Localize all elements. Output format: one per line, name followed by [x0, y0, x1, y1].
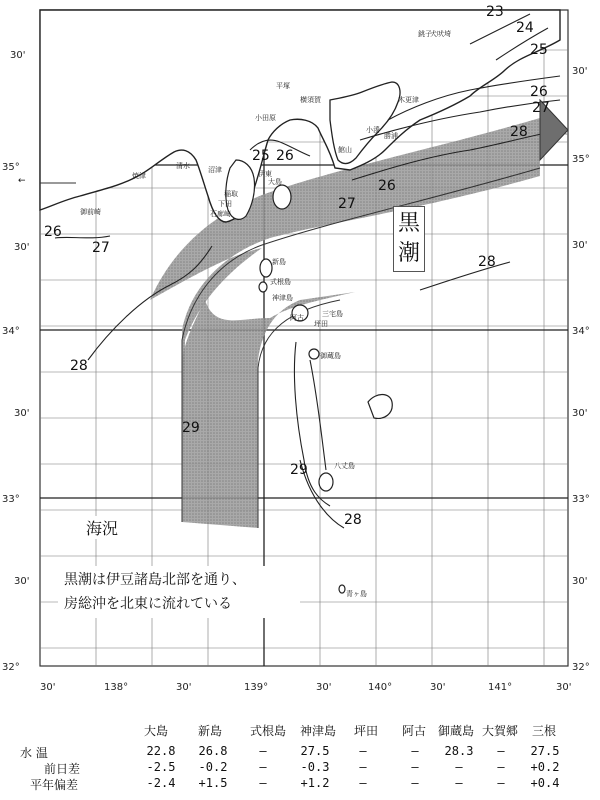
isotherm-27-west: 27 [92, 240, 110, 256]
cell: -0.2 [198, 760, 228, 774]
table-header-mikurajima: 御蔵島 [438, 724, 475, 738]
lon-label-13730: 30' [40, 682, 56, 693]
cell: — [359, 760, 367, 774]
isotherm-28-east: 28 [478, 254, 496, 270]
flow-arrow-icon: ← [18, 176, 26, 186]
isotherm-28-south: 28 [344, 512, 362, 528]
isotherm-26: 26 [530, 84, 548, 100]
cell: 27.5 [530, 744, 560, 758]
summary-line-2: 房総沖を北東に流れている [64, 596, 232, 612]
place-inatori: 稲取 [224, 190, 238, 198]
lon-label-13830: 30' [176, 682, 192, 693]
cell: 22.8 [146, 744, 176, 758]
place-yokosuka: 横須賀 [300, 96, 321, 104]
cell: — [497, 760, 505, 774]
place-shimoda: 下田 [218, 200, 232, 208]
lon-label-138: 138° [104, 682, 129, 693]
table-header-niijima: 新島 [198, 724, 223, 738]
isotherm-27-boso: 27 [338, 196, 356, 212]
place-irozaki: 石廊崎 [210, 210, 231, 218]
lat-label-right-34: 34° [572, 326, 590, 337]
lat-label-3230: 30' [14, 576, 30, 587]
cell: — [359, 776, 367, 790]
place-yaizu: 焼津 [132, 172, 146, 180]
isotherm-24: 24 [516, 20, 534, 36]
place-ito: 伊東 [258, 170, 272, 178]
lat-label-3430: 30' [14, 242, 30, 253]
cell: — [455, 776, 463, 790]
place-inubosaki: 犬吠埼 [430, 30, 451, 38]
place-hiratsuka: 平塚 [276, 82, 290, 90]
lat-label-33: 33° [2, 494, 20, 505]
lon-label-14030: 30' [430, 682, 446, 693]
islands [259, 185, 392, 593]
isotherm-28-west: 28 [70, 358, 88, 374]
place-miyakejima: 三宅島 [322, 310, 343, 318]
cell: — [359, 744, 367, 758]
cell: 26.8 [198, 744, 228, 758]
table-header-kozushima: 神津島 [300, 724, 337, 738]
place-kozushima: 神津島 [272, 294, 293, 302]
place-shikinejima: 式根島 [270, 278, 291, 286]
place-kominato: 小湊 [366, 126, 380, 134]
cell: — [497, 744, 505, 758]
row-label-daily-diff: 前日差 [44, 762, 81, 776]
place-oshima: 大島 [268, 178, 282, 186]
cell: — [411, 744, 419, 758]
row-label-temp: 水 温 [20, 746, 48, 760]
table-header-mitsune: 三根 [532, 724, 557, 738]
place-mikurajima: 御蔵島 [320, 352, 341, 360]
cell: -2.5 [146, 760, 176, 774]
place-omaezaki: 御前崎 [80, 208, 101, 216]
lat-label-3330: 30' [14, 408, 30, 419]
lat-label-34: 34° [2, 326, 20, 337]
isotherm-28-ne: 28 [510, 124, 528, 140]
place-shimizu: 清水 [176, 162, 190, 170]
cell: -2.4 [146, 776, 176, 790]
cell: +0.4 [530, 776, 560, 790]
lon-label-140: 140° [368, 682, 393, 693]
cell: — [497, 776, 505, 790]
cell: +0.2 [530, 760, 560, 774]
lat-label-right-35: 35° [572, 154, 590, 165]
table-header-okago: 大賀郷 [482, 724, 519, 738]
cell: — [411, 760, 419, 774]
lat-label-right-3330: 30' [572, 408, 588, 419]
cell: — [455, 760, 463, 774]
cell: +1.5 [198, 776, 228, 790]
place-tateyama: 館山 [338, 146, 352, 154]
isotherm-26-sagami: 26 [276, 148, 294, 164]
lat-label-35: 35° [2, 162, 20, 173]
cell: — [259, 776, 267, 790]
cell: — [259, 744, 267, 758]
lon-label-141: 141° [488, 682, 513, 693]
lon-label-14130: 30' [556, 682, 572, 693]
isotherm-29-band: 29 [182, 420, 200, 436]
lon-label-139: 139° [244, 682, 269, 693]
place-tsubota: 坪田 [314, 320, 328, 328]
lat-label-right-33: 33° [572, 494, 590, 505]
place-aogashima: 青ヶ島 [346, 590, 367, 598]
lat-label-right-3430: 30' [572, 240, 588, 251]
place-katsuura: 勝浦 [384, 132, 398, 140]
summary-line-1: 黒潮は伊豆諸島北部を通り、 [64, 572, 246, 588]
lat-label-32: 32° [2, 662, 20, 673]
isotherm-25-sagami: 25 [252, 148, 270, 164]
place-ako: 阿古 [290, 314, 304, 322]
isotherm-27: 27 [532, 100, 550, 116]
cell: -0.3 [300, 760, 330, 774]
lat-label-right-3230: 30' [572, 576, 588, 587]
cell: +1.2 [300, 776, 330, 790]
isotherm-29-south: 29 [290, 462, 308, 478]
isotherm-23: 23 [486, 4, 504, 20]
cell: — [259, 760, 267, 774]
top-lat-label-right: 30' [572, 66, 588, 77]
kuroshio-label: 黒潮 [393, 206, 425, 272]
kaikyo-label: 海況 [82, 516, 122, 539]
cell: — [411, 776, 419, 790]
isotherm-26-west: 26 [44, 224, 62, 240]
summary-box [58, 566, 300, 618]
place-kisarazu: 木更津 [398, 96, 419, 104]
isotherm-25: 25 [530, 42, 548, 58]
place-choshi: 銚子 [418, 30, 432, 38]
table-header-shikinejima: 式根島 [250, 724, 287, 738]
cell: 28.3 [444, 744, 474, 758]
table-header-tsubota: 坪田 [354, 724, 379, 738]
place-hachijojima: 八丈島 [334, 462, 355, 470]
row-label-anomaly: 平年偏差 [30, 778, 79, 792]
kuroshio-band-south [182, 292, 355, 528]
lat-label-right-32: 32° [572, 662, 590, 673]
table-header-oshima: 大島 [144, 724, 169, 738]
top-lat-label-left: 30' [10, 50, 26, 61]
table-header-ako: 阿古 [402, 724, 427, 738]
place-niijima: 新島 [272, 258, 286, 266]
lon-label-13930: 30' [316, 682, 332, 693]
place-numazu: 沼津 [208, 166, 222, 174]
place-odawara: 小田原 [255, 114, 276, 122]
cell: 27.5 [300, 744, 330, 758]
isotherm-26-boso: 26 [378, 178, 396, 194]
